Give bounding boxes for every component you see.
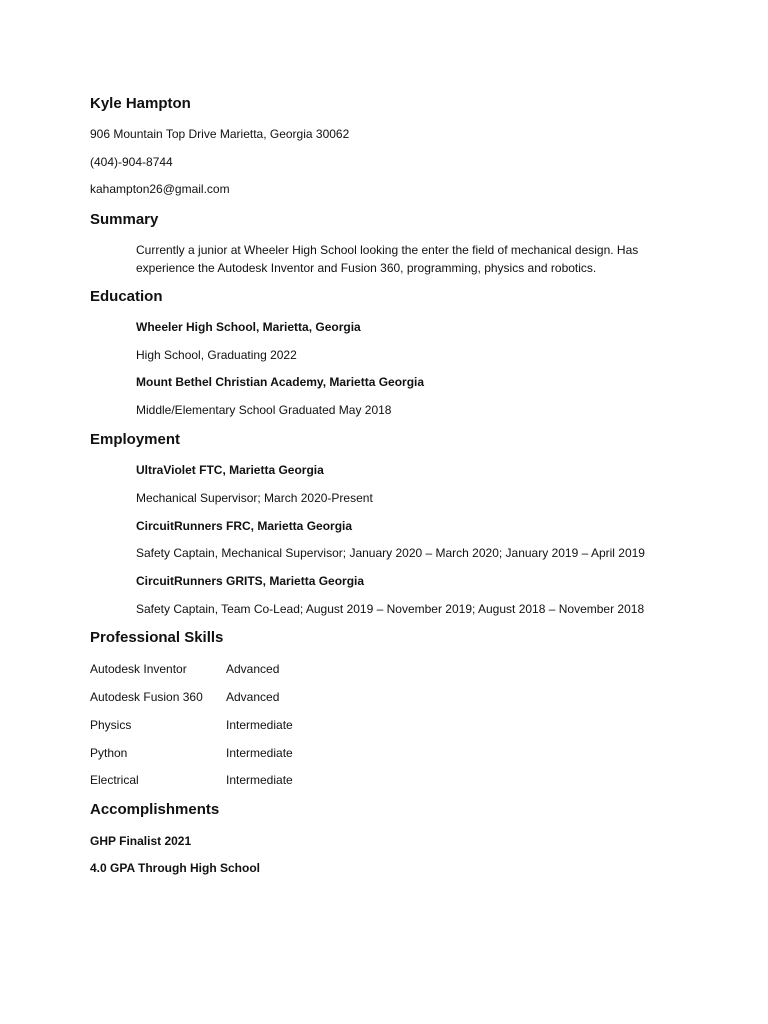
skill-name: Autodesk Fusion 360	[90, 690, 203, 704]
employment-detail: Safety Captain, Team Co-Lead; August 2019 – November 2019; August 2018 – November 2018	[136, 602, 645, 616]
education-heading: Education	[90, 288, 163, 305]
employment-heading: Employment	[90, 431, 181, 448]
skill-name: Python	[90, 746, 128, 760]
education-detail: Middle/Elementary School Graduated May 2018	[136, 403, 392, 417]
skill-level: Intermediate	[226, 718, 293, 732]
skill-level: Intermediate	[226, 746, 293, 760]
summary-text: Currently a junior at Wheeler High School looking the enter the field of mechanical design. Has experience the Autodesk Inventor and Fusion 360, programming, physics and robotics.	[136, 243, 639, 275]
education-detail: High School, Graduating 2022	[136, 348, 297, 362]
skill-name: Electrical	[90, 773, 139, 787]
email: kahampton26@gmail.com	[90, 182, 230, 196]
education-school: Mount Bethel Christian Academy, Marietta Georgia	[136, 375, 425, 389]
skill-level: Intermediate	[226, 773, 293, 787]
resume-name: Kyle Hampton	[90, 95, 191, 112]
employment-org: UltraViolet FTC, Marietta Georgia	[136, 463, 324, 477]
education-school: Wheeler High School, Marietta, Georgia	[136, 320, 361, 334]
summary-heading: Summary	[90, 211, 159, 228]
skill-level: Advanced	[226, 690, 280, 704]
employment-org: CircuitRunners GRITS, Marietta Georgia	[136, 574, 365, 588]
skill-name: Physics	[90, 718, 132, 732]
employment-detail: Mechanical Supervisor; March 2020-Present	[136, 491, 373, 505]
employment-org: CircuitRunners FRC, Marietta Georgia	[136, 519, 353, 533]
skills-heading: Professional Skills	[90, 629, 224, 646]
accomplishment-item: GHP Finalist 2021	[90, 834, 192, 848]
skill-level: Advanced	[226, 662, 280, 676]
employment-detail: Safety Captain, Mechanical Supervisor; January 2020 – March 2020; January 2019 – April 2019	[136, 546, 645, 560]
phone: (404)-904-8744	[90, 155, 173, 169]
skill-name: Autodesk Inventor	[90, 662, 187, 676]
accomplishment-item: 4.0 GPA Through High School	[90, 861, 260, 875]
address: 906 Mountain Top Drive Marietta, Georgia 30062	[90, 127, 350, 141]
accomplishments-heading: Accomplishments	[90, 801, 220, 818]
